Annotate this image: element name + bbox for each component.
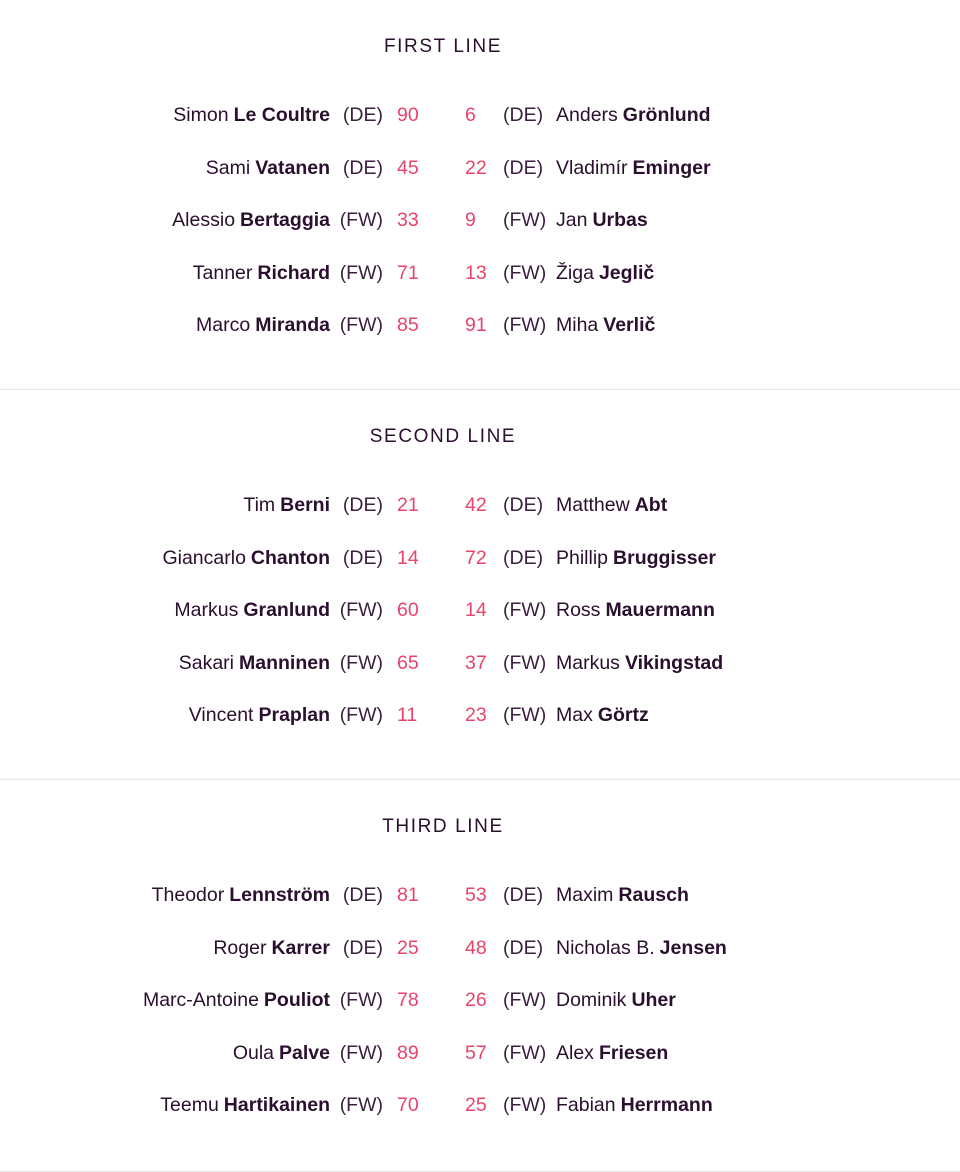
home-jersey-number: 11 xyxy=(397,704,418,726)
away-position: (FW) xyxy=(503,704,547,726)
home-first-name: Tim xyxy=(243,494,276,516)
line-section xyxy=(0,780,960,1172)
section-title: THIRD LINE xyxy=(382,816,504,837)
pairing-row xyxy=(0,479,960,532)
pairing-row xyxy=(0,194,960,247)
away-first-name: Matthew xyxy=(556,494,630,516)
section-title: FIRST LINE xyxy=(383,36,503,57)
pairing-row xyxy=(0,637,960,690)
home-player-name[interactable] xyxy=(173,89,330,142)
away-player-name[interactable] xyxy=(556,299,655,352)
away-last-name: Urbas xyxy=(592,209,648,231)
home-first-name: Alessio xyxy=(172,209,236,231)
home-last-name: Praplan xyxy=(258,704,330,726)
home-player-name[interactable] xyxy=(233,1027,330,1080)
away-last-name: Jeglič xyxy=(598,261,655,284)
home-player-name[interactable] xyxy=(206,142,330,195)
away-position: (DE) xyxy=(503,884,544,906)
away-jersey-number: 72 xyxy=(465,546,487,569)
home-first-name: Vincent xyxy=(188,704,254,726)
away-last-name: Bruggisser xyxy=(613,546,716,569)
pairing-row xyxy=(0,142,960,195)
home-player-name[interactable] xyxy=(243,479,330,532)
home-jersey-number: 90 xyxy=(397,104,419,126)
away-position: (DE) xyxy=(503,494,544,516)
home-player-name[interactable] xyxy=(143,974,330,1027)
home-first-name: Theodor xyxy=(151,884,225,906)
away-first-name: Ross xyxy=(556,599,601,621)
home-last-name: Hartikainen xyxy=(223,1094,330,1116)
home-jersey-number: 71 xyxy=(397,261,419,284)
home-position: (FW) xyxy=(339,1094,383,1116)
away-first-name: Dominik xyxy=(556,989,627,1011)
away-position: (FW) xyxy=(503,314,547,336)
home-position: (FW) xyxy=(339,261,383,284)
home-last-name: Pouliot xyxy=(263,989,330,1011)
home-jersey-number: 33 xyxy=(397,209,419,231)
away-last-name: Herrmann xyxy=(620,1094,713,1116)
away-player-name[interactable] xyxy=(556,247,654,300)
home-jersey-number: 21 xyxy=(397,494,419,516)
home-last-name: Granlund xyxy=(243,599,330,621)
home-jersey-number: 81 xyxy=(397,884,419,906)
home-last-name: Bertaggia xyxy=(240,209,330,231)
home-player-name[interactable] xyxy=(213,922,330,975)
pairing-row xyxy=(0,299,960,352)
away-player-name[interactable] xyxy=(556,584,715,637)
away-player-name[interactable] xyxy=(556,1027,668,1080)
home-last-name: Richard xyxy=(257,261,330,284)
home-player-name[interactable] xyxy=(152,869,330,922)
home-position: (FW) xyxy=(339,209,383,231)
home-position: (FW) xyxy=(339,704,383,726)
pairing-row xyxy=(0,532,960,585)
away-last-name: Eminger xyxy=(632,156,711,179)
home-position: (FW) xyxy=(339,599,383,621)
home-position: (FW) xyxy=(339,651,383,674)
home-jersey-number: 89 xyxy=(397,1041,419,1064)
away-jersey-number: 26 xyxy=(465,989,487,1011)
home-jersey-number: 78 xyxy=(397,989,419,1011)
away-last-name: Rausch xyxy=(618,884,689,906)
away-first-name: Žiga xyxy=(556,261,594,284)
away-position: (FW) xyxy=(503,1094,547,1116)
away-first-name: Phillip xyxy=(556,546,609,569)
away-jersey-number: 22 xyxy=(465,156,487,179)
away-jersey-number: 48 xyxy=(465,936,487,959)
home-first-name: Markus xyxy=(174,599,239,621)
away-player-name[interactable] xyxy=(556,89,711,142)
home-player-name[interactable] xyxy=(193,247,330,300)
away-first-name: Alex xyxy=(556,1041,594,1064)
away-last-name: Uher xyxy=(631,989,676,1011)
away-jersey-number: 53 xyxy=(465,884,487,906)
pairing-row xyxy=(0,974,960,1027)
pairing-row xyxy=(0,689,960,742)
pairing-row xyxy=(0,247,960,300)
away-jersey-number: 6 xyxy=(465,104,476,126)
away-first-name: Vladimír xyxy=(556,156,628,179)
away-last-name: Jensen xyxy=(659,936,727,959)
home-last-name: Miranda xyxy=(255,314,330,336)
home-last-name: Palve xyxy=(279,1041,330,1064)
away-last-name: Grönlund xyxy=(622,104,711,126)
pairing-row xyxy=(0,922,960,975)
home-last-name: Chanton xyxy=(250,546,330,569)
away-last-name: Mauermann xyxy=(605,599,715,621)
away-jersey-number: 14 xyxy=(465,599,487,621)
away-last-name: Vikingstad xyxy=(624,651,724,674)
away-jersey-number: 9 xyxy=(465,209,476,231)
pairing-row xyxy=(0,869,960,922)
home-first-name: Sami xyxy=(205,156,251,179)
away-first-name: Markus xyxy=(556,651,620,674)
pairing-row xyxy=(0,1027,960,1080)
away-player-name[interactable] xyxy=(556,142,711,195)
away-jersey-number: 23 xyxy=(465,704,487,726)
away-jersey-number: 57 xyxy=(465,1041,487,1064)
away-player-name[interactable] xyxy=(556,637,723,690)
home-first-name: Tanner xyxy=(192,261,253,284)
line-section xyxy=(0,390,960,780)
home-player-name[interactable] xyxy=(189,689,330,742)
away-first-name: Max xyxy=(556,704,593,726)
home-last-name: Berni xyxy=(280,494,330,516)
home-jersey-number: 25 xyxy=(397,936,419,959)
home-first-name: Marco xyxy=(196,314,251,336)
home-last-name: Vatanen xyxy=(255,156,330,179)
home-jersey-number: 60 xyxy=(397,599,419,621)
home-jersey-number: 65 xyxy=(397,651,419,674)
pairings-list xyxy=(0,479,960,742)
home-jersey-number: 14 xyxy=(397,546,419,569)
home-first-name: Roger xyxy=(213,936,267,959)
away-position: (FW) xyxy=(503,1041,547,1064)
away-position: (FW) xyxy=(503,651,547,674)
home-position: (DE) xyxy=(342,104,383,126)
away-position: (DE) xyxy=(503,546,544,569)
pairing-row xyxy=(0,1079,960,1132)
away-player-name[interactable] xyxy=(556,1079,713,1132)
away-position: (FW) xyxy=(503,989,547,1011)
away-jersey-number: 37 xyxy=(465,651,487,674)
home-position: (DE) xyxy=(342,156,383,179)
away-jersey-number: 13 xyxy=(465,261,487,284)
pairings-list xyxy=(0,869,960,1132)
away-last-name: Verlič xyxy=(603,314,656,336)
away-first-name: Maxim xyxy=(556,884,614,906)
home-position: (FW) xyxy=(339,314,383,336)
home-first-name: Teemu xyxy=(160,1094,219,1116)
away-first-name: Miha xyxy=(556,314,599,336)
home-player-name[interactable] xyxy=(160,1079,330,1132)
home-position: (FW) xyxy=(339,1041,383,1064)
home-jersey-number: 85 xyxy=(397,314,419,336)
home-position: (DE) xyxy=(342,494,383,516)
home-jersey-number: 45 xyxy=(397,156,419,179)
home-position: (DE) xyxy=(342,936,383,959)
pairing-row xyxy=(0,89,960,142)
home-last-name: Le Coultre xyxy=(233,104,330,126)
away-jersey-number: 25 xyxy=(465,1094,487,1116)
home-player-name[interactable] xyxy=(196,299,330,352)
away-first-name: Fabian xyxy=(556,1094,616,1116)
away-player-name[interactable] xyxy=(556,869,689,922)
away-position: (DE) xyxy=(503,936,544,959)
home-first-name: Marc-Antoine xyxy=(142,989,259,1011)
away-first-name: Anders xyxy=(556,104,618,126)
away-last-name: Görtz xyxy=(597,704,649,726)
home-last-name: Manninen xyxy=(239,651,330,674)
section-title: SECOND LINE xyxy=(369,426,517,447)
pairing-row xyxy=(0,584,960,637)
home-first-name: Oula xyxy=(232,1041,275,1064)
home-first-name: Giancarlo xyxy=(162,546,246,569)
away-position: (DE) xyxy=(503,156,544,179)
away-player-name[interactable] xyxy=(556,479,667,532)
away-position: (FW) xyxy=(503,261,547,284)
pairings-list xyxy=(0,89,960,352)
home-player-name[interactable] xyxy=(162,532,330,585)
away-position: (FW) xyxy=(503,599,547,621)
away-last-name: Friesen xyxy=(598,1041,669,1064)
away-position: (DE) xyxy=(503,104,544,126)
home-position: (FW) xyxy=(339,989,383,1011)
away-player-name[interactable] xyxy=(556,922,727,975)
away-player-name[interactable] xyxy=(556,194,648,247)
home-player-name[interactable] xyxy=(179,637,330,690)
away-player-name[interactable] xyxy=(556,532,716,585)
home-player-name[interactable] xyxy=(174,584,330,637)
home-jersey-number: 70 xyxy=(397,1094,419,1116)
away-position: (FW) xyxy=(503,209,547,231)
away-last-name: Abt xyxy=(634,494,668,516)
home-last-name: Karrer xyxy=(271,936,330,959)
home-last-name: Lennström xyxy=(229,884,330,906)
line-section xyxy=(0,0,960,390)
away-jersey-number: 91 xyxy=(465,314,487,336)
away-first-name: Jan xyxy=(556,209,588,231)
away-first-name: Nicholas B. xyxy=(556,936,655,959)
home-first-name: Simon xyxy=(173,104,229,126)
home-player-name[interactable] xyxy=(172,194,330,247)
home-first-name: Sakari xyxy=(178,651,234,674)
home-position: (DE) xyxy=(342,546,383,569)
home-position: (DE) xyxy=(342,884,383,906)
away-player-name[interactable] xyxy=(556,689,649,742)
away-player-name[interactable] xyxy=(556,974,676,1027)
away-jersey-number: 42 xyxy=(465,494,487,516)
